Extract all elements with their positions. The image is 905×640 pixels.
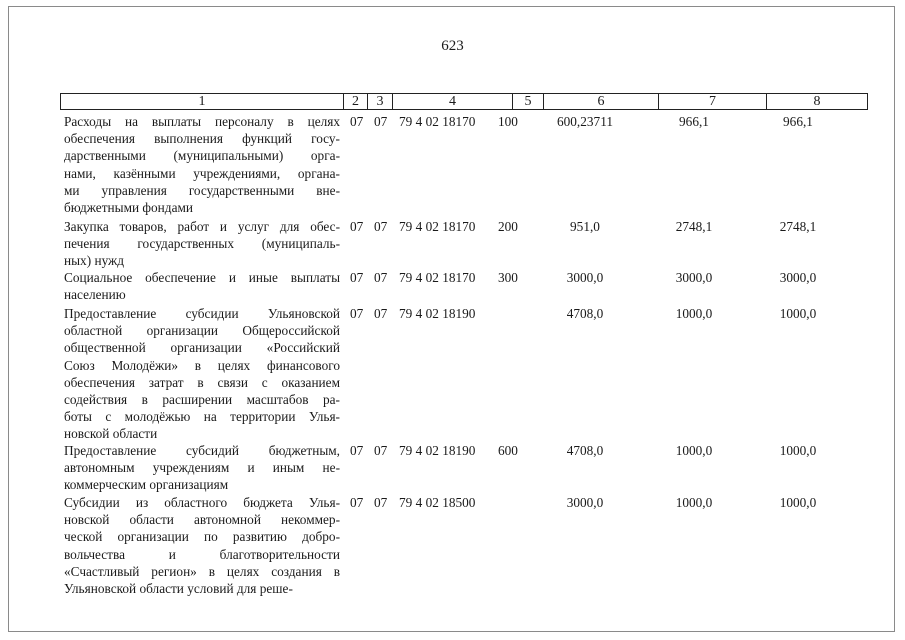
description-line: населению xyxy=(64,287,126,303)
description-line: «Счастливый регион» в целях создания в xyxy=(64,563,340,579)
description-line: областной организации Общероссийской xyxy=(64,323,340,339)
cell-c4: 79 4 02 18190 xyxy=(399,306,476,321)
row-description xyxy=(64,494,340,597)
cell-c8: 3000,0 xyxy=(779,270,817,285)
description-line: Предоставление субсидии Ульяновской xyxy=(64,306,340,321)
description-line: дарственными (муниципальными) орга- xyxy=(64,148,340,164)
row-description xyxy=(64,269,340,303)
cell-c3: 07 xyxy=(374,219,388,234)
cell-c5: 600 xyxy=(498,443,518,458)
header-col-5: 5 xyxy=(513,94,544,109)
description-line: общественной организации «Российский xyxy=(64,340,340,356)
header-col-4: 4 xyxy=(393,94,513,109)
header-col-8: 8 xyxy=(813,94,821,109)
description-line: Расходы на выплаты персоналу в целях xyxy=(64,114,340,129)
description-line: новской области xyxy=(64,426,158,442)
header-col-3: 3 xyxy=(368,94,393,109)
cell-c3: 07 xyxy=(374,495,388,510)
description-line: боты с молодёжью на территории Улья- xyxy=(64,409,340,425)
cell-c2: 07 xyxy=(350,495,364,510)
cell-c4: 79 4 02 18170 xyxy=(399,219,476,234)
description-line: автономным учреждениям и иным не- xyxy=(64,460,340,476)
cell-c4: 79 4 02 18190 xyxy=(399,443,476,458)
row-description xyxy=(64,218,340,270)
description-line: Союз Молодёжи» в целях финансового xyxy=(64,357,340,373)
cell-c6: 600,23711 xyxy=(556,114,614,129)
header-col-2: 2 xyxy=(344,94,368,109)
cell-c3: 07 xyxy=(374,114,388,129)
description-line: печения государственных (муниципаль- xyxy=(64,236,340,252)
description-line: Ульяновской области условий для реше- xyxy=(64,581,293,597)
description-line: нами, казёнными учреждениями, органа- xyxy=(64,165,340,181)
cell-c7: 2748,1 xyxy=(675,219,713,234)
cell-c3: 07 xyxy=(374,270,388,285)
description-line: обеспечения выполнения функций госу- xyxy=(64,131,340,147)
page-number: 623 xyxy=(441,38,464,54)
cell-c6: 3000,0 xyxy=(566,270,604,285)
cell-c2: 07 xyxy=(350,443,364,458)
cell-c7: 1000,0 xyxy=(675,306,713,321)
cell-c5: 100 xyxy=(498,114,518,129)
description-line: Закупка товаров, работ и услуг для обес- xyxy=(64,219,340,234)
cell-c8: 1000,0 xyxy=(779,443,817,458)
cell-c3: 07 xyxy=(374,443,388,458)
cell-c4: 79 4 02 18170 xyxy=(399,114,476,129)
header-col-7: 7 xyxy=(659,94,767,109)
header-col-6: 6 xyxy=(544,94,659,109)
cell-c5: 300 xyxy=(498,270,518,285)
description-line: новской области автономной некоммер- xyxy=(64,512,340,528)
cell-c6: 3000,0 xyxy=(566,495,604,510)
cell-c5: 200 xyxy=(498,219,518,234)
row-description xyxy=(64,442,340,494)
cell-c4: 79 4 02 18170 xyxy=(399,270,476,285)
header-col-1: 1 xyxy=(61,94,344,109)
description-line: ных) нужд xyxy=(64,253,124,269)
description-line: Предоставление субсидий бюджетным, xyxy=(64,443,340,458)
table-header xyxy=(60,93,868,110)
description-line: вольчества и благотворительности xyxy=(64,546,340,562)
cell-c2: 07 xyxy=(350,306,364,321)
row-description xyxy=(64,305,340,443)
cell-c2: 07 xyxy=(350,114,364,129)
description-line: ми управления государственными вне- xyxy=(64,182,340,198)
cell-c6: 4708,0 xyxy=(566,306,604,321)
description-line: ческой организации по развитию добро- xyxy=(64,529,340,545)
cell-c7: 1000,0 xyxy=(675,443,713,458)
cell-c8: 2748,1 xyxy=(779,219,817,234)
cell-c7: 1000,0 xyxy=(675,495,713,510)
description-line: содействия в расширении масштабов ра- xyxy=(64,392,340,408)
cell-c8: 966,1 xyxy=(783,114,813,129)
cell-c8: 1000,0 xyxy=(779,306,817,321)
cell-c6: 4708,0 xyxy=(566,443,604,458)
description-line: обеспечения затрат в связи с оказанием xyxy=(64,374,340,390)
cell-c2: 07 xyxy=(350,270,364,285)
description-line: Социальное обеспечение и иные выплаты xyxy=(64,270,340,285)
cell-c3: 07 xyxy=(374,306,388,321)
cell-c7: 966,1 xyxy=(679,114,709,129)
cell-c8: 1000,0 xyxy=(779,495,817,510)
cell-c4: 79 4 02 18500 xyxy=(399,495,476,510)
description-line: Субсидии из областного бюджета Улья- xyxy=(64,495,340,510)
description-line: бюджетными фондами xyxy=(64,200,193,216)
cell-c7: 3000,0 xyxy=(675,270,713,285)
description-line: коммерческим организациям xyxy=(64,477,229,493)
cell-c2: 07 xyxy=(350,219,364,234)
row-description xyxy=(64,113,340,216)
cell-c6: 951,0 xyxy=(570,219,600,234)
